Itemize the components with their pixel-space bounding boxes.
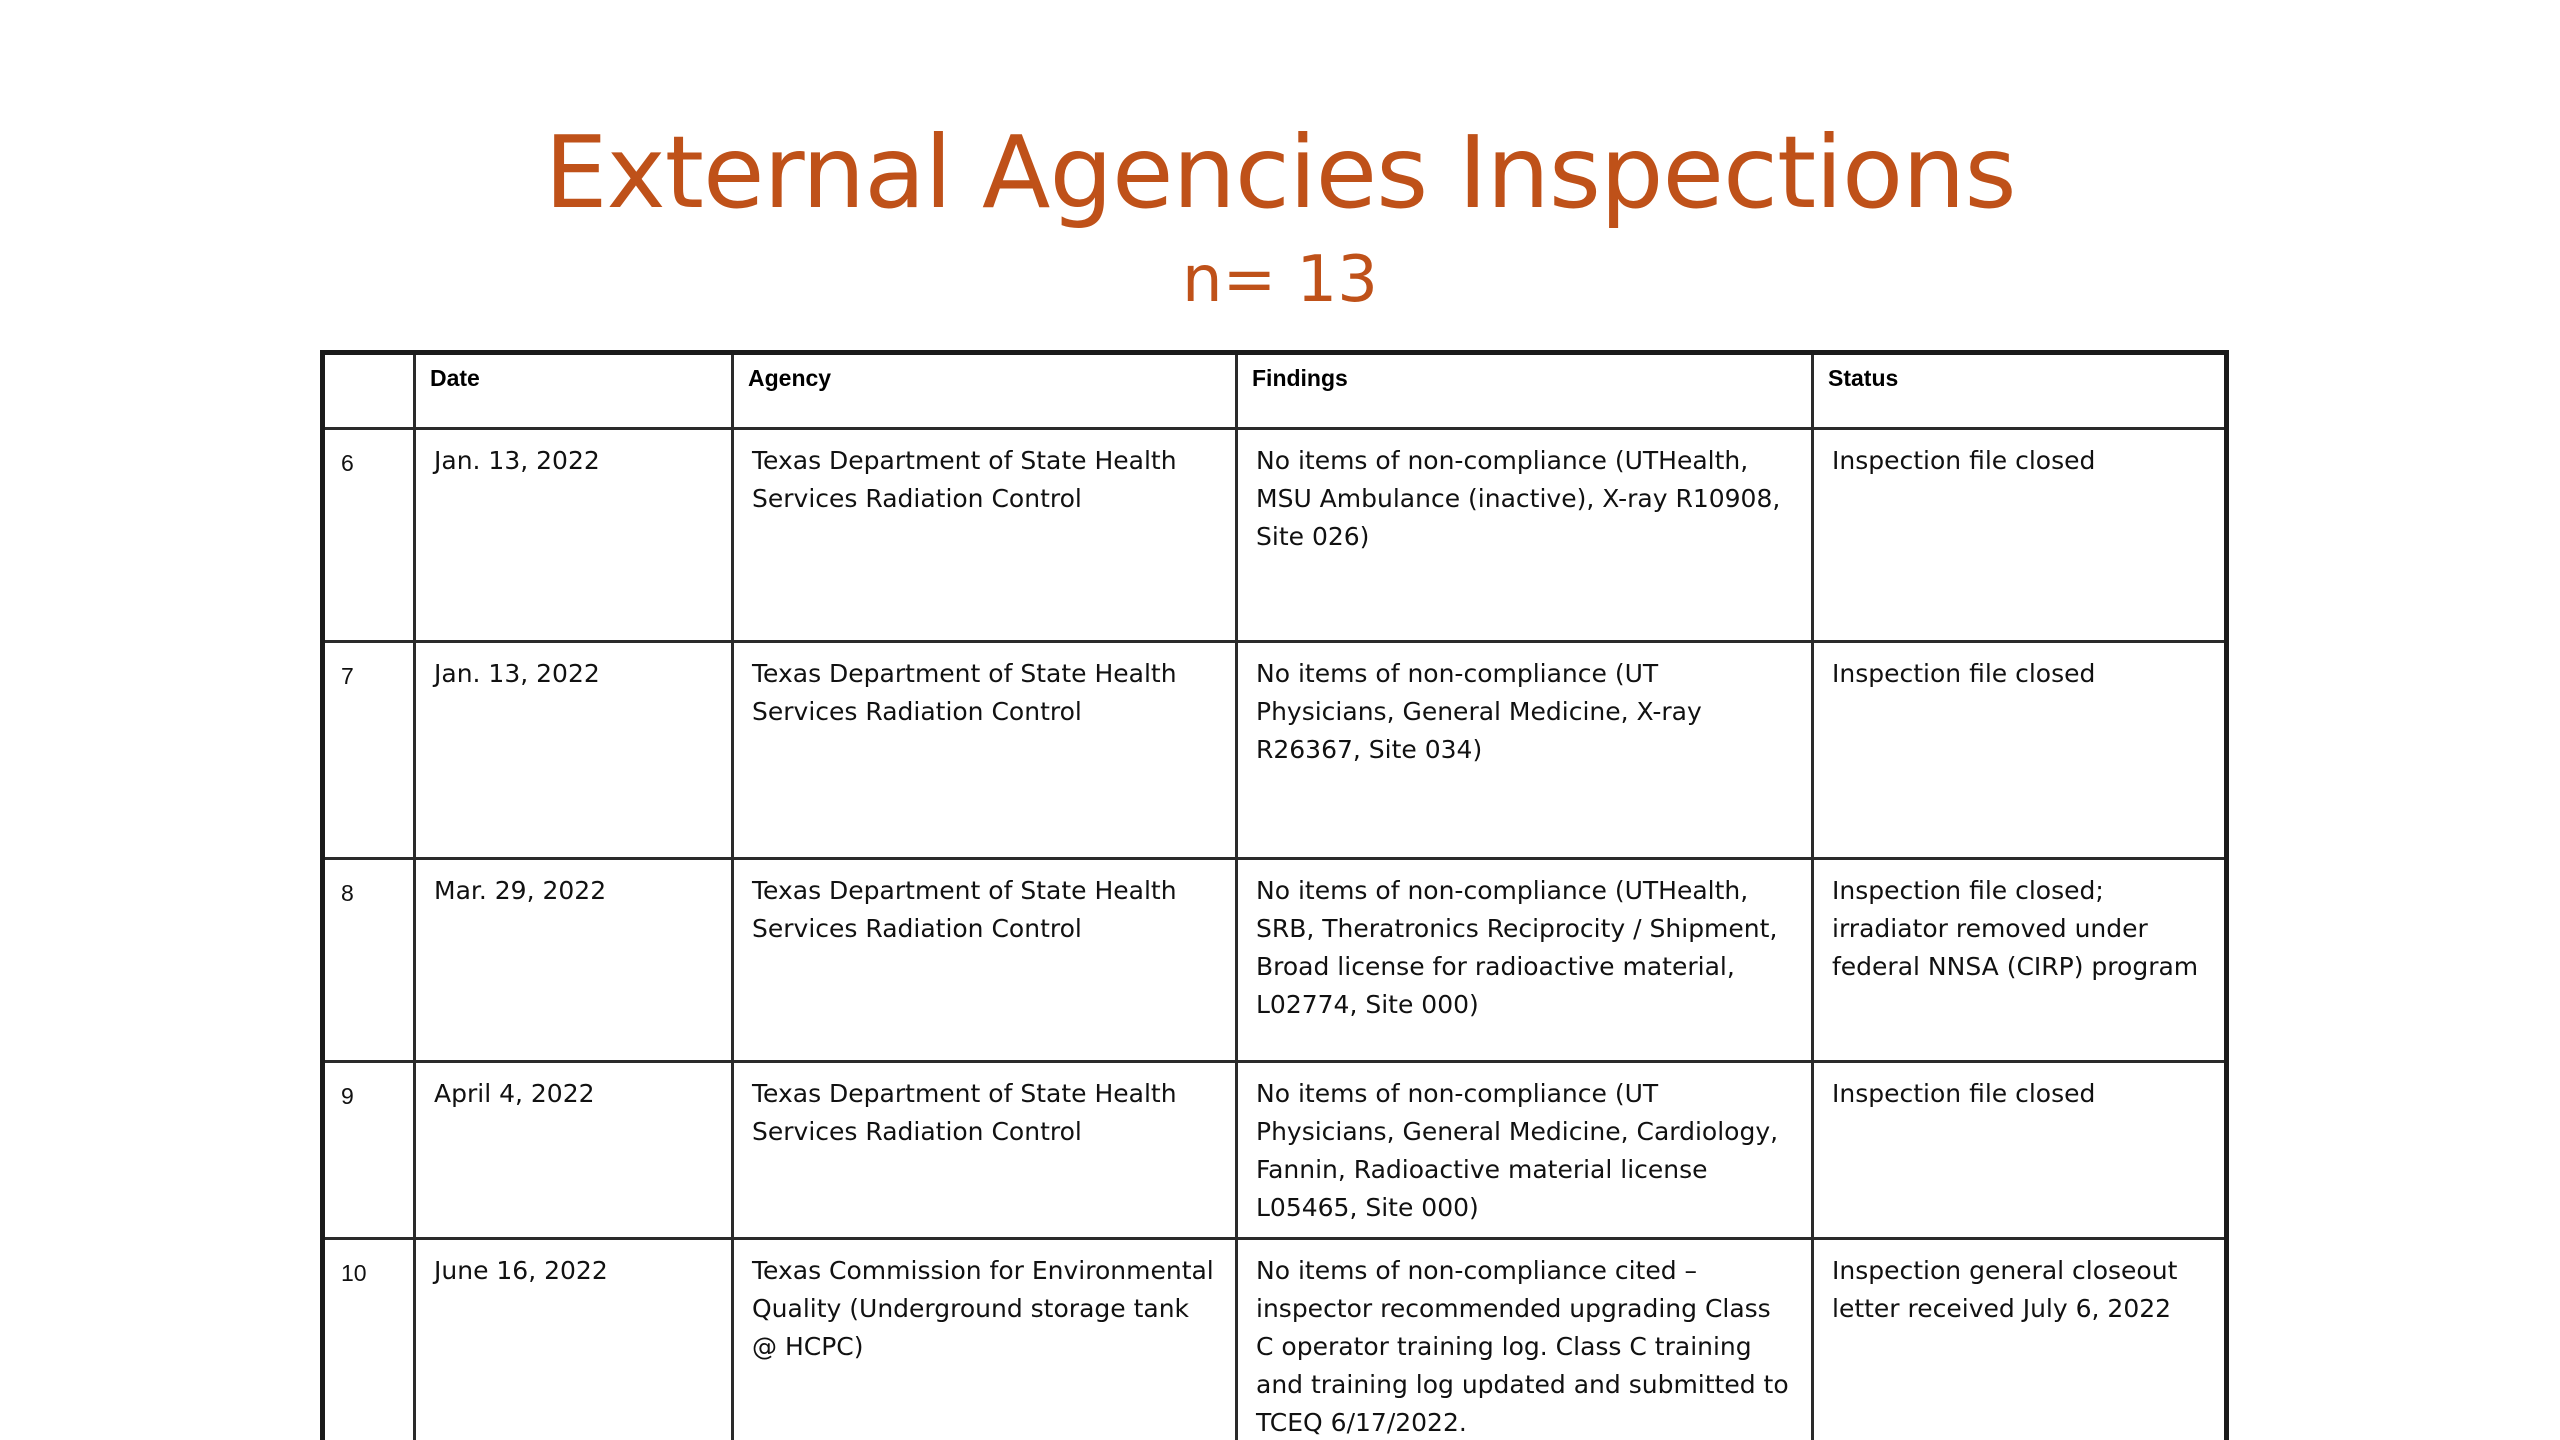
table-header-row [323,353,2227,429]
row-findings: No items of non-compliance (UTHealth, MSU Ambulance (inactive), X-ray R10908, Site 026) [1237,429,1813,642]
row-findings: No items of non-compliance (UT Physicians, General Medicine, X-ray R26367, Site 034) [1237,642,1813,859]
row-number: 6 [323,429,415,642]
row-status: Inspection file closed [1813,1062,2227,1239]
row-number: 10 [323,1239,415,1440]
slide-title: External Agencies Inspections [544,114,2016,231]
header-status: Status [1813,353,2227,429]
row-status: Inspection general closeout letter received July 6, 2022 [1813,1239,2227,1440]
table-row [323,1239,2227,1440]
row-findings: No items of non-compliance (UTHealth, SRB, Theratronics Reciprocity / Shipment, Broad license for radioactive material, L02774, Site 000) [1237,859,1813,1062]
table-row [323,642,2227,859]
inspections-table [320,350,2229,1440]
row-date: June 16, 2022 [415,1239,733,1440]
header-date: Date [415,353,733,429]
row-agency: Texas Department of State Health Services Radiation Control [733,1062,1237,1239]
row-number: 9 [323,1062,415,1239]
table-row [323,429,2227,642]
slide-subtitle: n= 13 [1182,243,1378,317]
row-findings: No items of non-compliance (UT Physicians, General Medicine, Cardiology, Fannin, Radioactive material license L05465, Site 000) [1237,1062,1813,1239]
header-number [323,353,415,429]
row-agency: Texas Department of State Health Services Radiation Control [733,642,1237,859]
row-status: Inspection file closed [1813,429,2227,642]
table-row [323,1062,2227,1239]
row-findings: No items of non-compliance cited – inspector recommended upgrading Class C operator training log. Class C training and training log updated and submitted to TCEQ 6/17/2022. [1237,1239,1813,1440]
inspections-table-container [320,350,2224,1440]
row-agency: Texas Department of State Health Services Radiation Control [733,429,1237,642]
row-number: 8 [323,859,415,1062]
row-agency: Texas Commission for Environmental Quality (Underground storage tank @ HCPC) [733,1239,1237,1440]
row-status: Inspection file closed; irradiator removed under federal NNSA (CIRP) program [1813,859,2227,1062]
row-date: Jan. 13, 2022 [415,642,733,859]
row-agency: Texas Department of State Health Services Radiation Control [733,859,1237,1062]
header-agency: Agency [733,353,1237,429]
header-findings: Findings [1237,353,1813,429]
row-status: Inspection file closed [1813,642,2227,859]
table-row [323,859,2227,1062]
row-date: Jan. 13, 2022 [415,429,733,642]
row-date: April 4, 2022 [415,1062,733,1239]
row-number: 7 [323,642,415,859]
row-date: Mar. 29, 2022 [415,859,733,1062]
